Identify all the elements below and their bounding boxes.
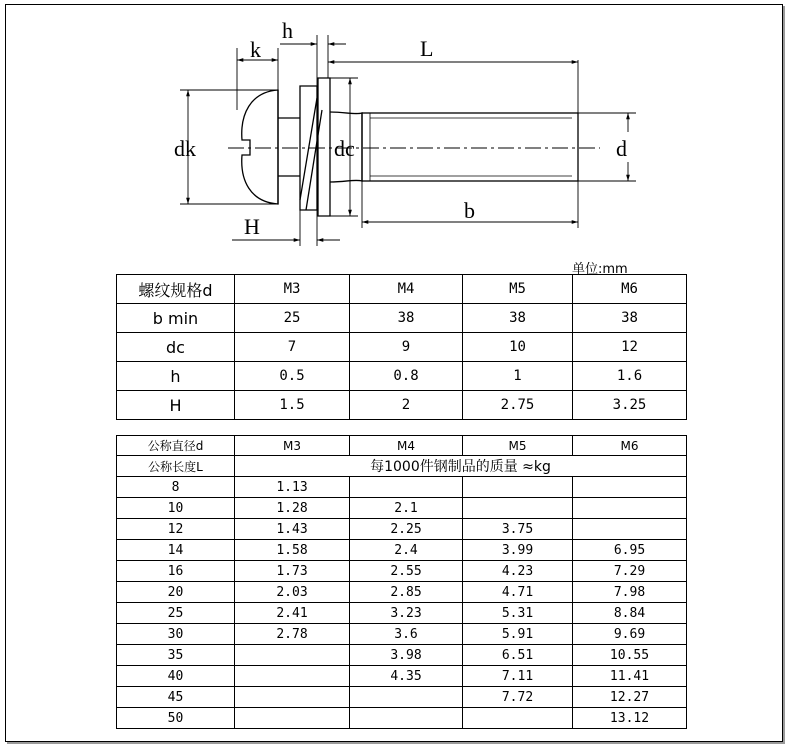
mass-value-cell: 8.84 [573,603,687,624]
value-cell: 0.5 [235,362,350,391]
mass-value-cell: 9.69 [573,624,687,645]
value-cell: 3.25 [573,391,687,420]
mass-value-cell [573,498,687,519]
row-label-cell: dc [117,333,235,362]
mass-value-cell: 1.73 [235,561,350,582]
mass-value-cell: 2.78 [235,624,350,645]
length-cell: 45 [117,687,235,708]
dims-header-cell: M6 [573,275,687,304]
value-cell: 9 [350,333,463,362]
length-cell: 30 [117,624,235,645]
dims-header-cell: M5 [463,275,573,304]
mass-header-cell: 公称直径d [117,436,235,456]
length-cell: 50 [117,708,235,729]
mass-value-cell: 4.23 [463,561,573,582]
mass-header-row [117,436,687,456]
table-row [117,519,687,540]
label-dc: dc [334,136,355,161]
value-cell: 1.6 [573,362,687,391]
mass-value-cell: 1.58 [235,540,350,561]
flat-washer [318,78,330,216]
unit-note: 单位:mm [572,262,628,277]
dims-header-cell: M4 [350,275,463,304]
length-cell: 16 [117,561,235,582]
mass-value-cell: 11.41 [573,666,687,687]
mass-value-cell: 4.71 [463,582,573,603]
row-label-cell: b min [117,304,235,333]
length-cell: 12 [117,519,235,540]
dims-header-cell: M3 [235,275,350,304]
value-cell: 38 [350,304,463,333]
label-d: d [616,136,627,161]
table-row [117,624,687,645]
value-cell: 1 [463,362,573,391]
mass-value-cell: 1.43 [235,519,350,540]
label-b: b [464,198,475,223]
mass-value-cell [573,477,687,498]
mass-value-cell: 3.98 [350,645,463,666]
value-cell: 1.5 [235,391,350,420]
table-row [117,708,687,729]
length-label-cell: 公称长度L [117,456,235,477]
mass-value-cell [463,477,573,498]
mass-value-cell: 2.03 [235,582,350,603]
mass-value-cell: 2.55 [350,561,463,582]
label-k: k [250,37,261,62]
label-h: h [282,18,293,43]
mass-value-cell [573,519,687,540]
mass-value-cell: 7.11 [463,666,573,687]
table-row [117,603,687,624]
table-row [117,304,687,333]
value-cell: 12 [573,333,687,362]
mass-value-cell: 13.12 [573,708,687,729]
mass-unit-cell: 每1000件钢制品的质量 ≈kg [235,456,687,477]
mass-value-cell [235,708,350,729]
value-cell: 10 [463,333,573,362]
mass-value-cell: 6.51 [463,645,573,666]
table-row [117,561,687,582]
mass-value-cell: 2.25 [350,519,463,540]
table-row [117,362,687,391]
mass-table [116,435,687,729]
value-cell: 0.8 [350,362,463,391]
screw-head-outline [242,90,278,204]
table-row [117,687,687,708]
length-cell: 40 [117,666,235,687]
mass-value-cell: 7.29 [573,561,687,582]
mass-value-cell: 10.55 [573,645,687,666]
label-dk: dk [174,136,196,161]
value-cell: 7 [235,333,350,362]
mass-value-cell: 7.98 [573,582,687,603]
mass-value-cell: 2.1 [350,498,463,519]
mass-value-cell [350,687,463,708]
length-cell: 25 [117,603,235,624]
dims-header-cell: 螺纹规格d [117,275,235,304]
value-cell: 2 [350,391,463,420]
mass-value-cell [235,645,350,666]
mass-header-cell: M3 [235,436,350,456]
table-row [117,477,687,498]
mass-value-cell: 5.31 [463,603,573,624]
length-cell: 35 [117,645,235,666]
mass-value-cell: 3.23 [350,603,463,624]
label-H: H [244,214,260,239]
mass-value-cell: 6.95 [573,540,687,561]
mass-value-cell: 3.6 [350,624,463,645]
value-cell: 2.75 [463,391,573,420]
length-cell: 14 [117,540,235,561]
mass-value-cell: 3.75 [463,519,573,540]
table-row [117,645,687,666]
length-cell: 10 [117,498,235,519]
mass-value-cell: 5.91 [463,624,573,645]
screw-shank [362,113,578,181]
mass-value-cell: 7.72 [463,687,573,708]
table-row [117,666,687,687]
mass-value-cell [463,498,573,519]
table-row [117,498,687,519]
row-label-cell: h [117,362,235,391]
row-label-cell: H [117,391,235,420]
mass-value-cell: 4.35 [350,666,463,687]
mass-header-cell: M4 [350,436,463,456]
label-L: L [420,36,434,61]
mass-value-cell [235,666,350,687]
mass-value-cell [350,477,463,498]
mass-value-cell [235,687,350,708]
mass-value-cell: 2.85 [350,582,463,603]
mass-value-cell: 2.41 [235,603,350,624]
mass-value-cell [350,708,463,729]
mass-value-cell: 1.13 [235,477,350,498]
length-cell: 20 [117,582,235,603]
table-row [117,540,687,561]
table-row [117,391,687,420]
value-cell: 38 [573,304,687,333]
value-cell: 25 [235,304,350,333]
mass-header-cell: M5 [463,436,573,456]
mass-subheader-row [117,456,687,477]
length-cell: 8 [117,477,235,498]
mass-value-cell [463,708,573,729]
table-row [117,582,687,603]
screw-washer-diagram [0,0,790,260]
mass-value-cell: 1.28 [235,498,350,519]
dims-header-row [117,275,687,304]
mass-value-cell: 2.4 [350,540,463,561]
value-cell: 38 [463,304,573,333]
dimensions-table [116,274,687,420]
mass-value-cell: 3.99 [463,540,573,561]
mass-value-cell: 12.27 [573,687,687,708]
mass-header-cell: M6 [573,436,687,456]
table-row [117,333,687,362]
